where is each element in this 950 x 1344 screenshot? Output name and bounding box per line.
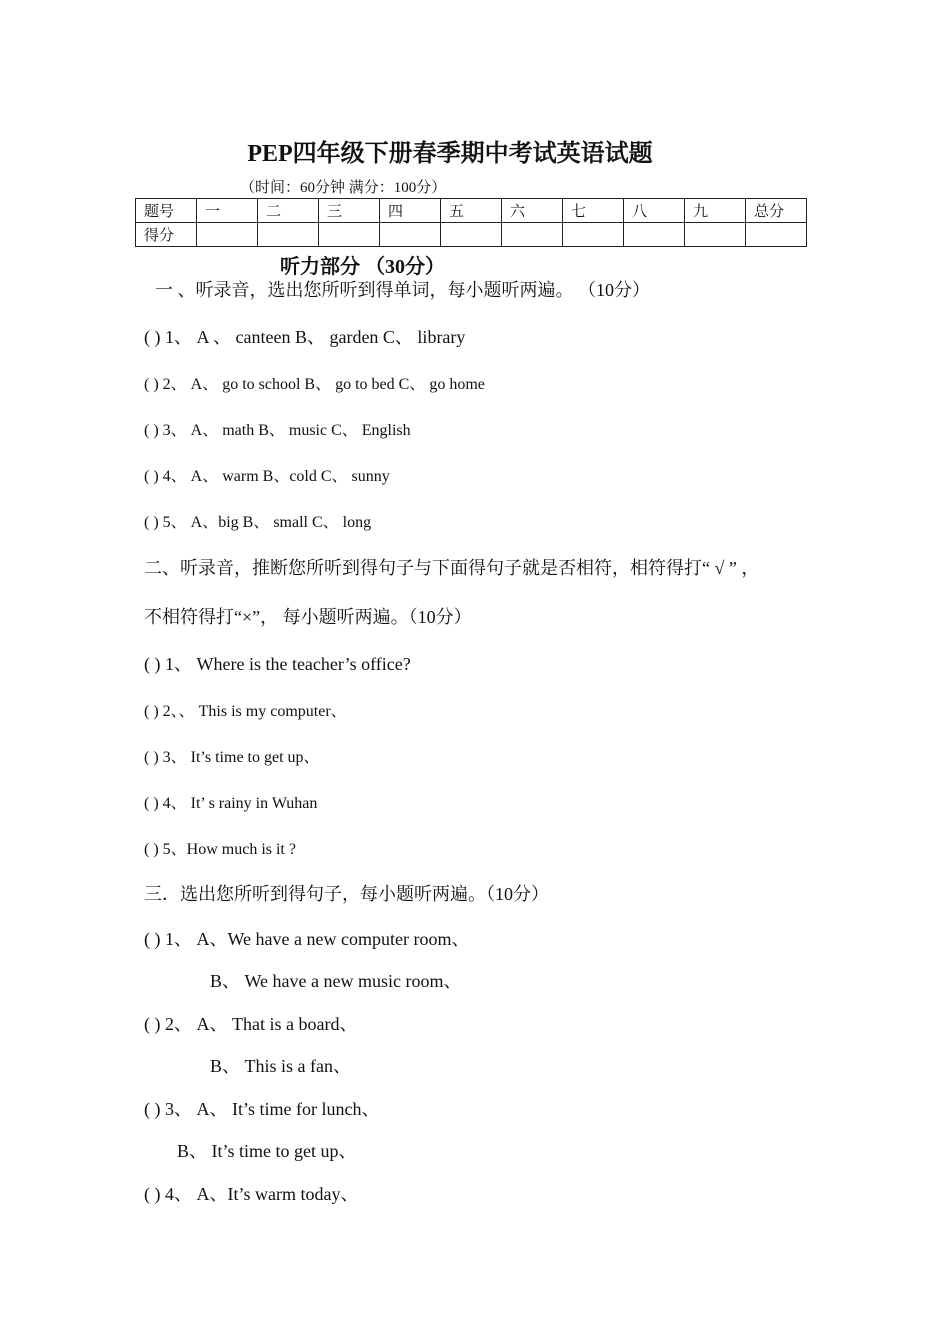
- exam-time-score-info: （时间：60分钟 满分：100分）: [240, 180, 447, 196]
- question-item: ( ) 1、 A 、 canteen B、 garden C、 library: [144, 327, 466, 347]
- score-table-score-row: [136, 223, 807, 247]
- score-table-header-cell: 六: [502, 199, 563, 223]
- question-item: ( ) 1、 A、We have a new computer room、: [144, 929, 470, 949]
- score-cell: [746, 223, 807, 247]
- score-cell: [258, 223, 319, 247]
- score-table-header-cell: 一: [197, 199, 258, 223]
- question-item: ( ) 2、、 This is my computer、: [144, 703, 347, 720]
- score-table-header-cell: 总分: [746, 199, 807, 223]
- question-item: ( ) 1、 Where is the teacher’s office?: [144, 654, 411, 674]
- score-table-header-cell: 七: [563, 199, 624, 223]
- score-table-header-cell: 五: [441, 199, 502, 223]
- score-cell: [197, 223, 258, 247]
- listening-section-heading: 听力部分 （30分）: [280, 256, 445, 278]
- question-option: B、 We have a new music room、: [210, 971, 462, 991]
- question-item: ( ) 4、 A、It’s warm today、: [144, 1184, 359, 1204]
- page-title: PEP四年级下册春季期中考试英语试题: [247, 141, 653, 167]
- question-item: ( ) 4、 A、 warm B、cold C、 sunny: [144, 468, 390, 485]
- score-cell: [685, 223, 746, 247]
- section2-instruction-line2: 不相符得打“×”， 每小题听两遍。（10分）: [144, 607, 472, 627]
- question-item: ( ) 5、How much is it ?: [144, 841, 296, 858]
- score-table-header-cell: 八: [624, 199, 685, 223]
- section2-instruction-line1: 二、听录音，推断您所听到得句子与下面得句子就是否相符，相符得打“ √ ” ，: [144, 558, 760, 578]
- score-cell: [441, 223, 502, 247]
- question-item: ( ) 5、 A、big B、 small C、 long: [144, 514, 372, 531]
- question-item: ( ) 3、 A、 It’s time for lunch、: [144, 1099, 380, 1119]
- question-option: B、 It’s time to get up、: [177, 1141, 357, 1161]
- question-item: ( ) 3、 A、 math B、 music C、 English: [144, 422, 411, 439]
- score-cell: [380, 223, 441, 247]
- score-table-header-cell: 九: [685, 199, 746, 223]
- score-table: [135, 198, 807, 247]
- score-table-header-cell: 三: [319, 199, 380, 223]
- score-table-header-cell: 题号: [136, 199, 197, 223]
- score-table-header-row: [136, 199, 807, 223]
- question-item: ( ) 2、 A、 go to school B、 go to bed C、 go home: [144, 376, 485, 393]
- score-cell: [563, 223, 624, 247]
- question-item: ( ) 2、 A、 That is a board、: [144, 1014, 358, 1034]
- question-option: B、 This is a fan、: [210, 1056, 351, 1076]
- score-cell: [624, 223, 685, 247]
- score-table-header-cell: 二: [258, 199, 319, 223]
- score-table-header-cell: 四: [380, 199, 441, 223]
- question-item: ( ) 4、 It’ s rainy in Wuhan: [144, 795, 318, 812]
- question-item: ( ) 3、 It’s time to get up、: [144, 749, 320, 766]
- section1-instruction: 一 、听录音，选出您所听到得单词，每小题听两遍。 （10分）: [155, 280, 650, 300]
- score-cell: [502, 223, 563, 247]
- section3-instruction: 三．选出您所听到得句子，每小题听两遍。（10分）: [144, 884, 549, 904]
- score-cell: [319, 223, 380, 247]
- score-row-label: 得分: [136, 223, 197, 247]
